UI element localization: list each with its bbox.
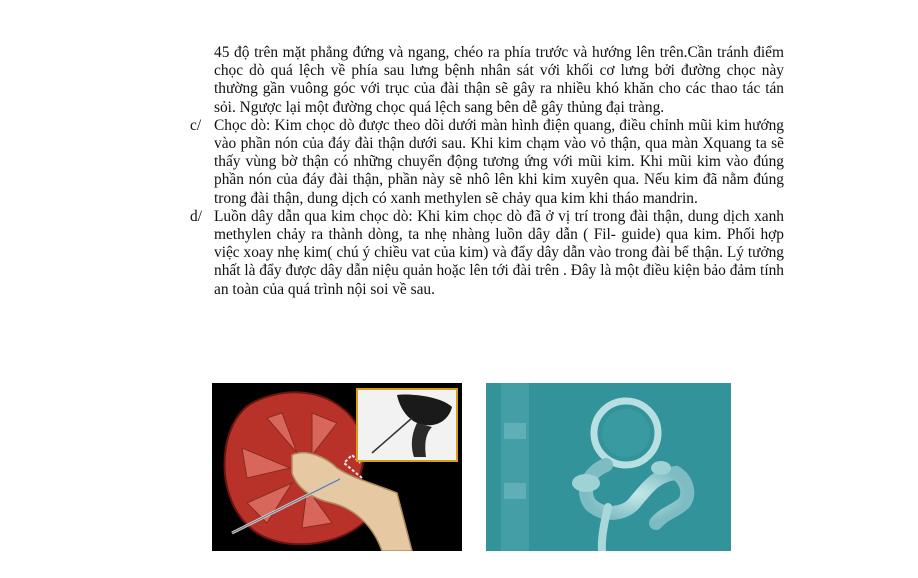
paragraph-c xyxy=(190,117,784,208)
text-block xyxy=(190,44,784,299)
paragraph-text: Chọc dò: Kim chọc dò được theo dõi dưới màn hình điện quang, điều chỉnh mũi kim hướng vào phần nón của đáy đài thận dưới sau. Khi kim chạm vào vỏ thận, qua màn Xquang ta sẽ thấy vùng bờ thận có những chuyển động tương ứng với mũi kim. Khi mũi kim vào đúng phần nón của đáy đài thận, phần này sẽ nhô lên khi kim xuyên qua. Nếu kim đã nằm đúng trong đài thận, dung dịch có xanh methylen sẽ chảy qua kim khi tháo mandrin. xyxy=(214,116,784,207)
paragraph-marker: d/ xyxy=(190,207,202,225)
paragraph-marker: c/ xyxy=(190,116,202,134)
xray-pyelogram-image xyxy=(486,383,731,551)
paragraph-continuation xyxy=(190,44,784,117)
paragraph-d xyxy=(190,208,784,299)
paragraph-text: 45 độ trên mặt phẳng đứng và ngang, chéo ra phía trước và hướng lên trên.Cần tránh điểm chọc dò quá lệch về phía sau lưng bệnh nhân sát với khối cơ lưng bởi đường chọc này thường gần vuông góc với trục của đài thận sẽ gây ra nhiều khó khăn cho các thao tác tán sỏi. Ngược lại một đường chọc quá lệch sang bên dễ gây thủng đại tràng. xyxy=(214,44,784,116)
kidney-puncture-illustration xyxy=(212,383,462,551)
paragraph-text: Luồn dây dẫn qua kim chọc dò: Khi kim chọc dò đã ở vị trí trong đài thận, dung dịch xanh methylen chảy ra thành dòng, ta nhẹ nhàng luồn dây dẫn ( Fil- guide) qua kim. Phối hợp việc xoay nhẹ kim( chú ý chiều vat của kim) và đẩy dây dẫn vào trong đài bể thận. Lý tưởng nhất là đẩy được dây dẫn niệu quản hoặc lên tới đài trên . Đây là một điều kiện bảo đảm tính an toàn của quá trình nội soi về sau. xyxy=(214,207,784,298)
